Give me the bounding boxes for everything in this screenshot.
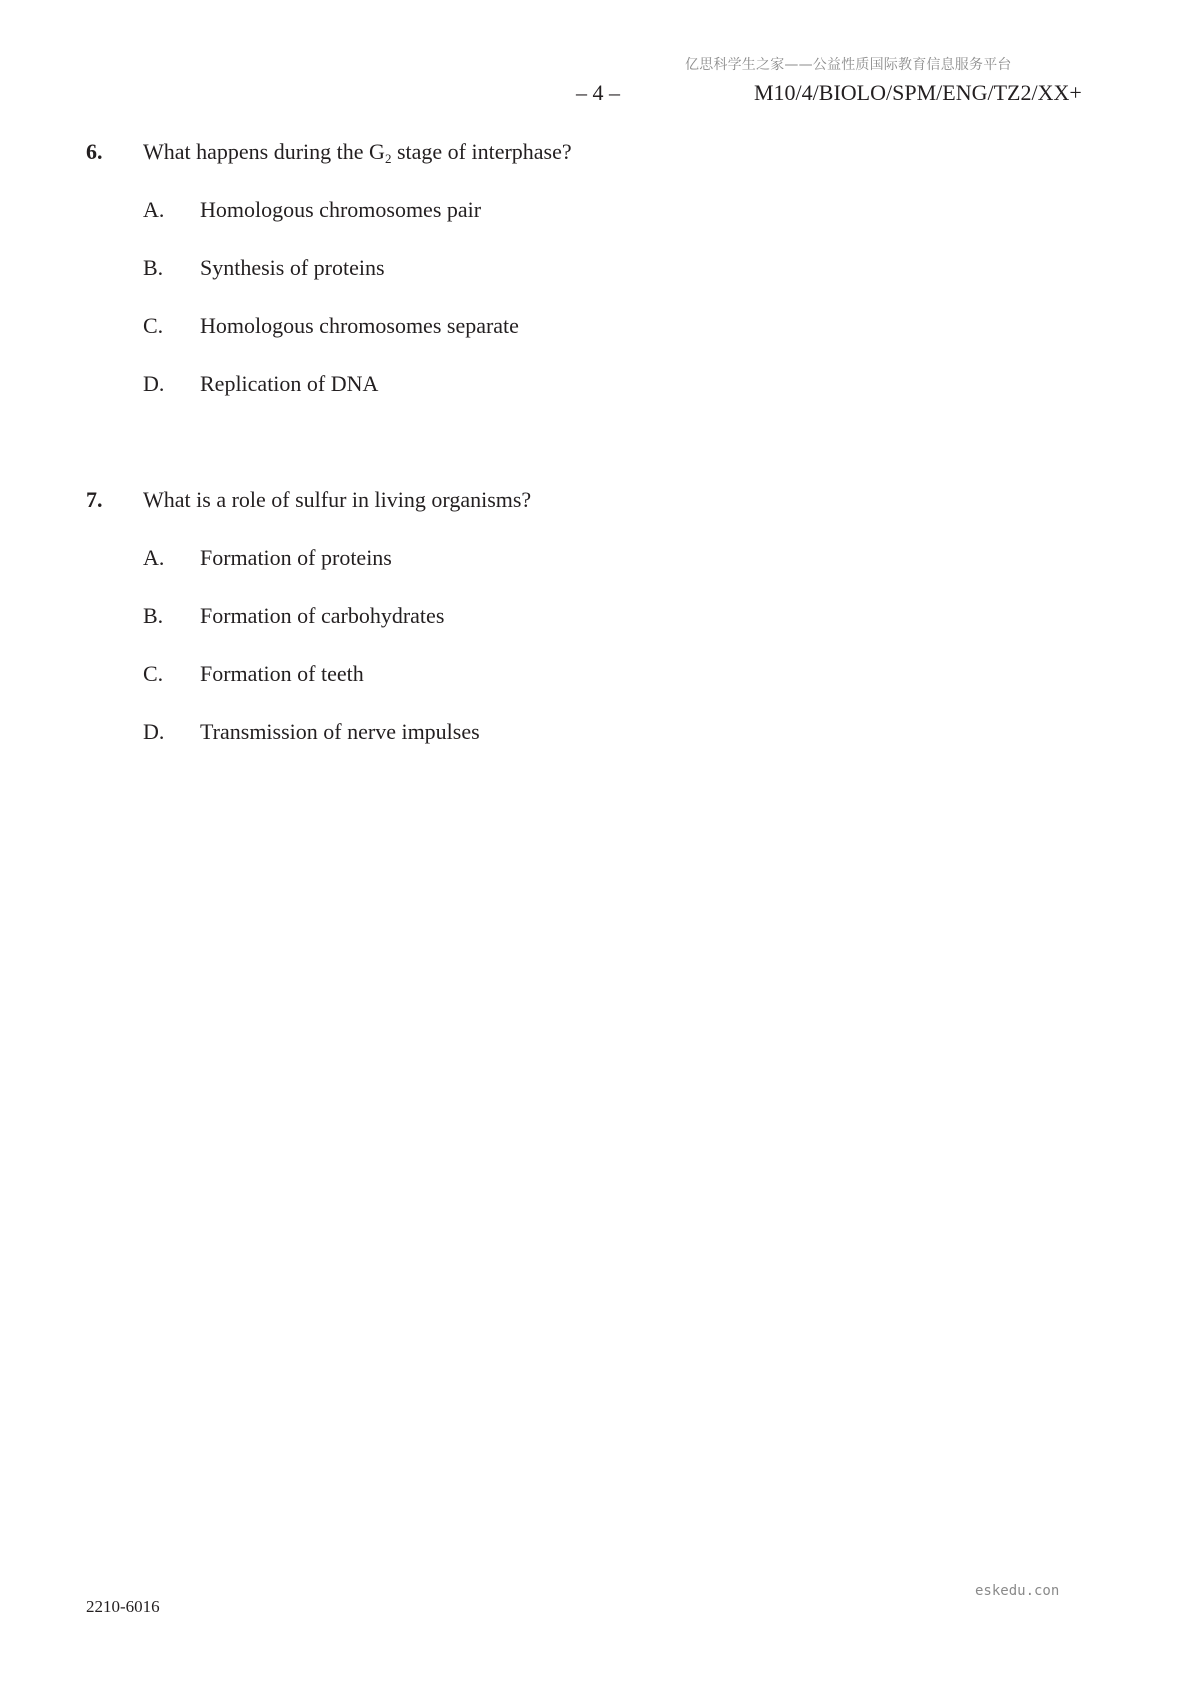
option-a xyxy=(86,195,1086,225)
paper-code: M10/4/BIOLO/SPM/ENG/TZ2/XX+ xyxy=(754,80,1082,105)
subscript: 2 xyxy=(384,151,392,166)
option-letter: B. xyxy=(143,255,164,280)
option-d xyxy=(86,717,1086,747)
option-letter: C. xyxy=(143,313,164,338)
option-c xyxy=(86,659,1086,689)
option-letter: B. xyxy=(143,603,164,628)
question-stem xyxy=(86,137,1086,167)
footer-code: 2210-6016 xyxy=(86,1597,160,1616)
option-letter: A. xyxy=(143,197,165,222)
option-text: Homologous chromosomes separate xyxy=(200,313,519,338)
question-number: 6. xyxy=(86,139,103,164)
header-watermark: 亿思科学生之家——公益性质国际教育信息服务平台 xyxy=(685,57,1012,73)
option-b xyxy=(86,601,1086,631)
question-text xyxy=(143,137,572,167)
question-6 xyxy=(86,137,1086,427)
page-number: – 4 – xyxy=(576,80,620,105)
option-text: Formation of teeth xyxy=(200,661,364,686)
option-text: Transmission of nerve impulses xyxy=(200,719,480,744)
option-text: Homologous chromosomes pair xyxy=(200,197,482,222)
footer-watermark: eskedu.con xyxy=(975,1583,1060,1599)
question-number: 7. xyxy=(86,487,103,512)
question-7 xyxy=(86,485,1086,775)
options-list xyxy=(86,195,1086,399)
option-a xyxy=(86,543,1086,573)
option-b xyxy=(86,253,1086,283)
option-letter: D. xyxy=(143,719,165,744)
option-c xyxy=(86,311,1086,341)
question-text: What is a role of sulfur in living organisms? xyxy=(143,487,532,512)
option-text: Synthesis of proteins xyxy=(200,255,385,280)
option-text: Formation of proteins xyxy=(200,545,392,570)
option-letter: C. xyxy=(143,661,164,686)
question-stem xyxy=(86,485,1086,515)
options-list xyxy=(86,543,1086,747)
option-letter: D. xyxy=(143,371,165,396)
option-text: Replication of DNA xyxy=(200,371,379,396)
question-text-part: What happens during the G xyxy=(143,139,385,164)
option-d xyxy=(86,369,1086,399)
question-text-part: stage of interphase? xyxy=(391,139,572,164)
option-text: Formation of carbohydrates xyxy=(200,603,445,628)
option-letter: A. xyxy=(143,545,165,570)
